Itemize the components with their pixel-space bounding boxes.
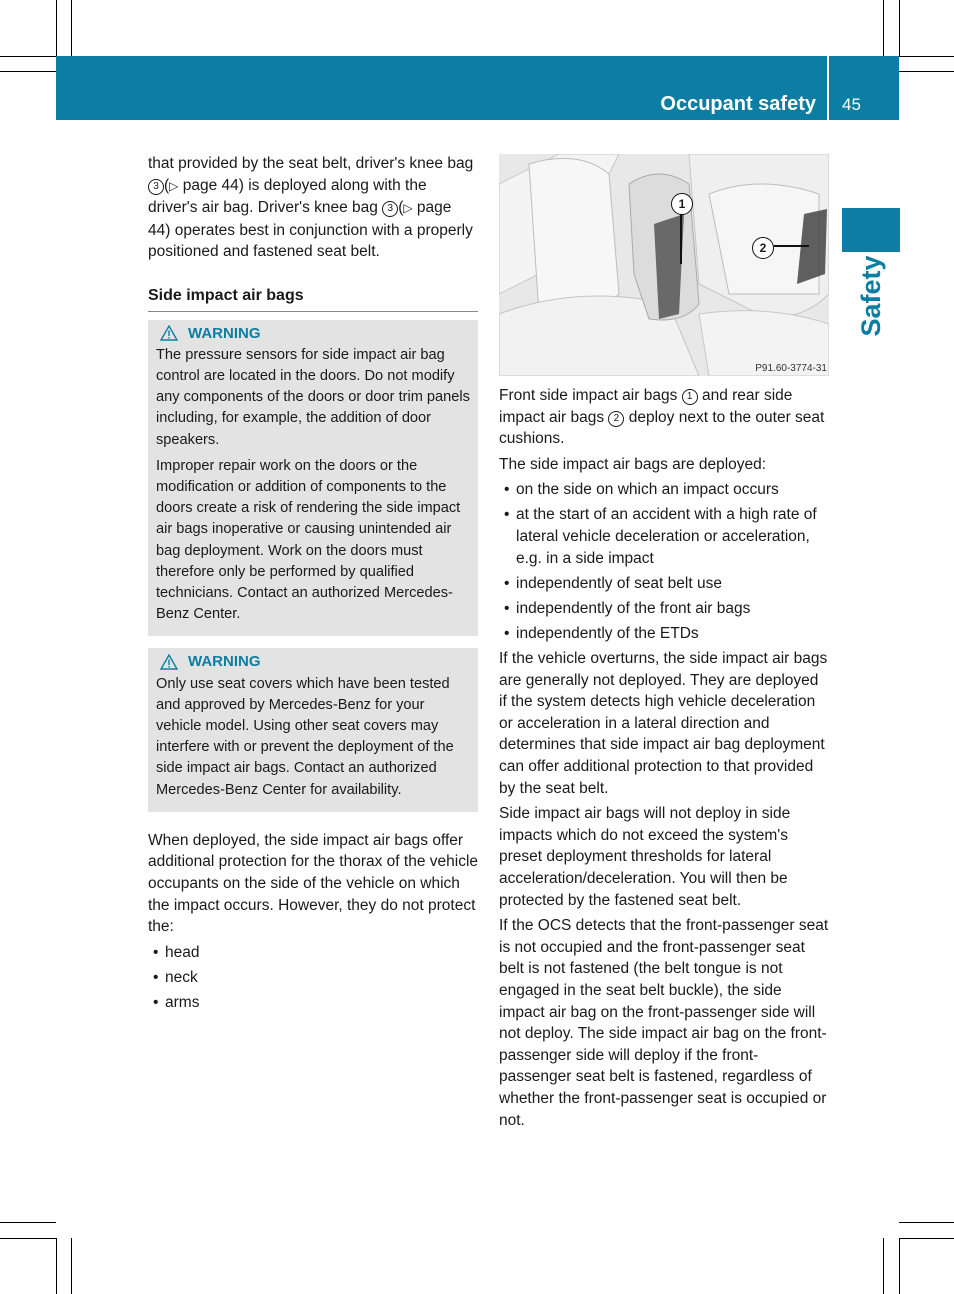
callout-3-icon: 3 xyxy=(382,201,398,217)
overturn-paragraph: If the vehicle overturns, the side impact air bags are generally not deployed. They are deployed if the system detects high vehicle deceleration or acceleration in a lateral direction and determines that side impact air bag deployment can offer additional protection to that provided by the seat belt. xyxy=(499,650,828,797)
deployed-list xyxy=(499,479,829,644)
warning-triangle-icon xyxy=(160,325,178,341)
crop-mark xyxy=(0,1238,56,1239)
crop-mark xyxy=(899,0,900,56)
callout-2-icon: 2 xyxy=(608,411,624,427)
warning-text: The pressure sensors for side impact air bag control are located in the doors. Do not modify any components of the doors or door trim panels including, for example, the addition of door speakers. xyxy=(156,346,470,448)
warning-header xyxy=(160,323,470,344)
thresholds-paragraph: Side impact air bags will not deploy in side impacts which do not exceed the system's preset deployment thresholds for lateral acceleration/deceleration. You will then be protected by the fastened seat belt. xyxy=(499,805,791,909)
chapter-label: Safety xyxy=(856,255,886,337)
crop-mark xyxy=(0,71,56,72)
figure-code: P91.60-3774-31 xyxy=(755,363,827,374)
crop-mark xyxy=(0,1222,56,1223)
header-divider xyxy=(827,56,829,120)
list-item: • arms xyxy=(148,992,478,1014)
figure-caption: Front side impact air bags 1 and rear side impact air bags 2 deploy next to the outer seat cushions. xyxy=(499,387,825,448)
ocs-paragraph: If the OCS detects that the front-passenger seat is not occupied and the front-passenger seat belt is not fastened (the belt tongue is not engaged in the seat belt buckle), the side impact air bag on the front-passenger side will not deploy. The side impact air bag on the front-passenger side will deploy if the front-passenger seat belt is fastened, regardless of whether the front-passenger seat is occupied or not. xyxy=(499,917,829,1129)
header-bar xyxy=(56,56,899,120)
warning-title: WARNING xyxy=(188,324,261,342)
warning-text: Improper repair work on the doors or the modification or addition of components to the doors create a risk of rendering the side impact air bags inoperative or causing unintended air bag deployment. Work on the doors must therefore only be performed by qualified technicians. Contact an authorized Mercedes-Benz Center. xyxy=(156,457,461,623)
list-item: • independently of the front air bags xyxy=(499,598,829,620)
left-column xyxy=(148,153,478,1017)
page-number: 45 xyxy=(842,95,861,114)
crop-mark xyxy=(899,56,954,57)
page-reference-arrow-icon: ▷ xyxy=(403,201,413,216)
seat-illustration xyxy=(499,154,829,376)
crop-mark xyxy=(899,1222,954,1223)
crop-mark xyxy=(883,1238,884,1294)
intro-paragraph: that provided by the seat belt, driver's knee bag 3 (▷ page 44) is deployed along with the driver's air bag. Driver's knee bag 3 (▷ page 44) operates best in conjunction with a properly positioned and fastened seat belt. xyxy=(148,155,474,261)
warning-title: WARNING xyxy=(188,653,261,671)
crop-mark xyxy=(71,1238,72,1294)
list-item: • independently of seat belt use xyxy=(499,573,829,595)
deployed-intro: The side impact air bags are deployed: xyxy=(499,455,767,473)
crop-mark xyxy=(899,1238,954,1239)
list-item: • on the side on which an impact occurs xyxy=(499,479,829,501)
callout-2-icon: 2 xyxy=(752,237,774,259)
warning-header xyxy=(160,651,470,672)
crop-mark xyxy=(899,71,954,72)
list-item: • independently of the ETDs xyxy=(499,623,829,645)
crop-mark xyxy=(883,0,884,56)
crop-mark xyxy=(56,0,57,56)
list-item: • neck xyxy=(148,967,478,989)
warning-triangle-icon xyxy=(160,654,178,670)
seat-airbag-figure xyxy=(499,154,829,376)
chapter-tab xyxy=(842,208,900,252)
crop-mark xyxy=(0,56,56,57)
list-item: • at the start of an accident with a high rate of lateral vehicle deceleration or acceleration, e.g. in a side impact xyxy=(499,504,829,569)
crop-mark xyxy=(71,0,72,56)
page-reference-arrow-icon: ▷ xyxy=(169,178,179,193)
section-heading: Side impact air bags xyxy=(148,285,478,312)
crop-mark xyxy=(899,1238,900,1294)
section-title: Occupant safety xyxy=(660,93,816,115)
crop-mark xyxy=(56,1238,57,1294)
callout-1-icon: 1 xyxy=(682,389,698,405)
warning-box xyxy=(148,648,478,811)
callout-3-icon: 3 xyxy=(148,179,164,195)
warning-box xyxy=(148,320,478,637)
right-column xyxy=(499,385,829,1135)
not-protected-list xyxy=(148,942,478,1014)
callout-1-icon: 1 xyxy=(671,193,693,215)
deployed-paragraph: When deployed, the side impact air bags offer additional protection for the thorax of the vehicle occupants on the side of the vehicle on which the impact occurs. However, they do not protect the: xyxy=(148,831,479,936)
warning-text: Only use seat covers which have been tested and approved by Mercedes-Benz for your vehicle model. Using other seat covers may interfere with or prevent the deployment of the side impact air bags. Contact an authorized Mercedes-Benz Center for availability. xyxy=(156,675,454,798)
list-item: • head xyxy=(148,942,478,964)
